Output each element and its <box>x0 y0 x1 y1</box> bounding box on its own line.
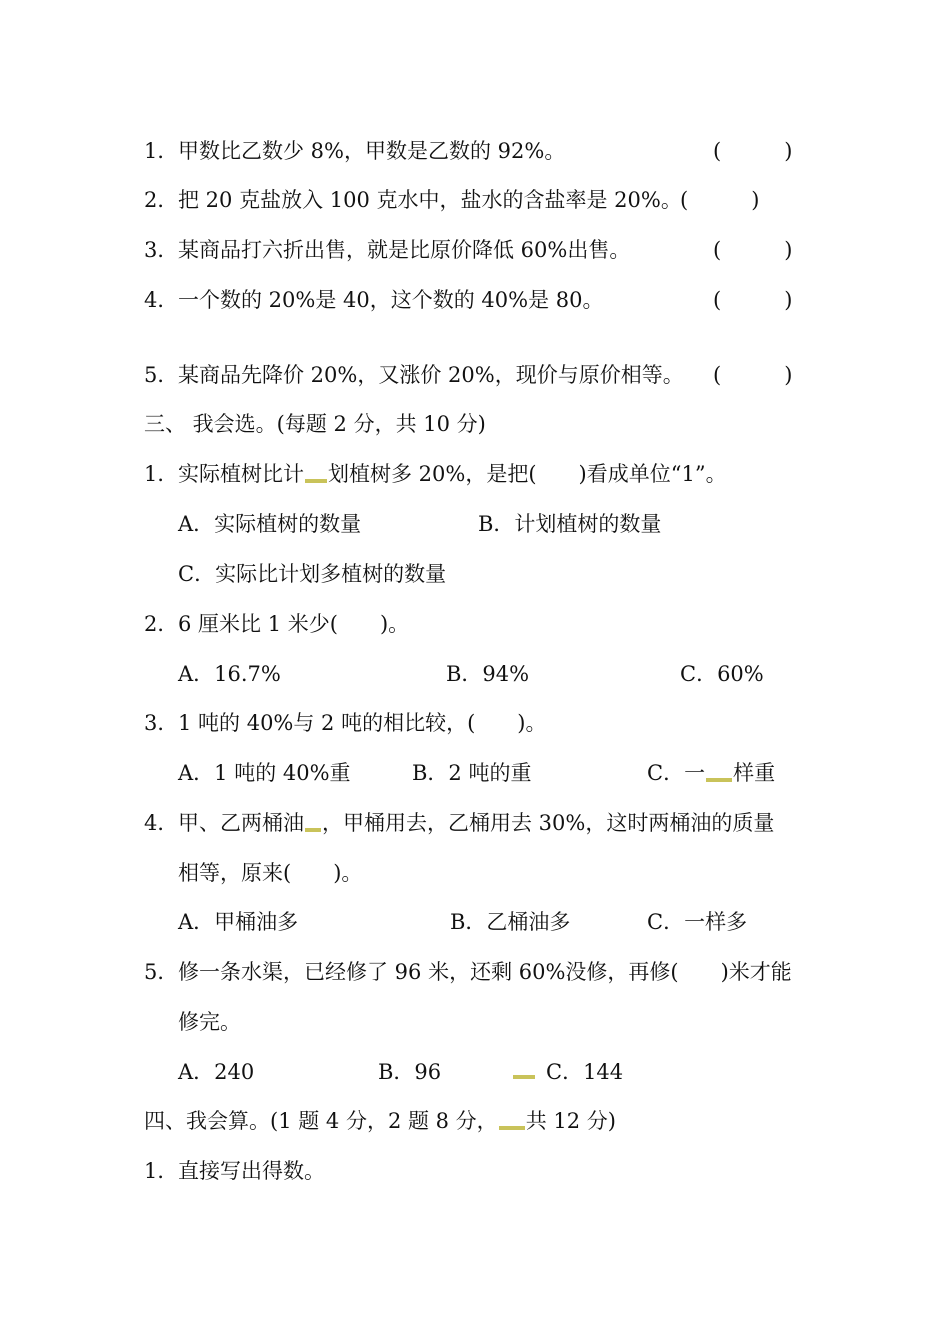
option-b[interactable]: B．96 <box>378 1060 442 1084</box>
highlight-mark <box>305 828 321 832</box>
item-number: 5． <box>144 363 179 387</box>
choice-question-4 <box>144 809 774 837</box>
item-number: 4． <box>144 811 179 835</box>
section-title-3: 三、 我会选。(每题 2 分，共 10 分) <box>144 412 486 436</box>
item-number: 3． <box>144 711 179 735</box>
item-text: 把 20 克盐放入 100 克水中，盐水的含盐率是 20%。 <box>178 188 682 212</box>
highlight-mark <box>513 1075 535 1079</box>
answer-parentheses[interactable]: ( ) <box>680 188 760 212</box>
section-title-text: 四、我会算。(1 题 4 分，2 题 8 分， <box>144 1109 498 1133</box>
option-a[interactable]: A．240 <box>178 1060 255 1084</box>
choice-question-2 <box>144 610 409 638</box>
calc-question-1 <box>144 1157 325 1185</box>
item-number: 2． <box>144 612 179 636</box>
question-continuation: 修完。 <box>178 1010 241 1034</box>
judge-item-4 <box>144 286 604 314</box>
option-c[interactable]: C．144 <box>546 1060 624 1084</box>
answer-parentheses[interactable]: ( ) <box>713 288 793 312</box>
highlight-mark <box>305 479 327 483</box>
answer-parentheses[interactable]: ( ) <box>713 238 793 262</box>
question-text: 6 厘米比 1 米少( )。 <box>178 612 410 636</box>
highlight-mark <box>706 778 732 782</box>
option-a[interactable]: A．甲桶油多 <box>178 910 299 934</box>
option-c[interactable]: C．实际比计划多植树的数量 <box>178 562 447 586</box>
option-c[interactable]: C．一样多 <box>647 910 748 934</box>
judge-item-1 <box>144 137 565 165</box>
choice-question-1 <box>144 460 727 488</box>
answer-parentheses[interactable]: ( ) <box>713 363 793 387</box>
question-text: 修一条水渠，已经修了 96 米，还剩 60%没修，再修( )米才能 <box>178 960 792 984</box>
choice-question-3 <box>144 709 546 737</box>
option-text: C．一 <box>647 761 706 785</box>
item-number: 3． <box>144 238 179 262</box>
option-a[interactable]: A．1 吨的 40%重 <box>178 761 351 785</box>
question-text: 1 吨的 40%与 2 吨的相比较，( )。 <box>178 711 547 735</box>
item-number: 1． <box>144 462 179 486</box>
question-text: 甲、乙两桶油 <box>178 811 304 835</box>
item-number: 5． <box>144 960 179 984</box>
option-c[interactable] <box>647 759 775 787</box>
judge-item-5 <box>144 361 684 389</box>
judge-item-2 <box>144 186 682 214</box>
item-number: 1． <box>144 139 179 163</box>
option-b[interactable]: B．94% <box>446 662 530 686</box>
section-title-text: 共 12 分) <box>525 1109 616 1133</box>
question-text: 实际植树比计 <box>178 462 304 486</box>
item-text: 某商品先降价 20%，又涨价 20%，现价与原价相等。 <box>178 363 684 387</box>
option-text: 样重 <box>733 761 776 785</box>
highlight-mark <box>499 1126 525 1130</box>
section-title-4 <box>144 1107 616 1135</box>
item-number: 1． <box>144 1159 179 1183</box>
question-text: ，甲桶用去，乙桶用去 30%，这时两桶油的质量 <box>322 811 775 835</box>
option-b[interactable]: B．乙桶油多 <box>450 910 571 934</box>
question-continuation: 相等，原来( )。 <box>178 861 363 885</box>
question-text: 划植树多 20%，是把( )看成单位“1”。 <box>328 462 727 486</box>
question-text: 直接写出得数。 <box>178 1159 325 1183</box>
item-number: 4． <box>144 288 179 312</box>
option-a[interactable]: A．16.7% <box>178 662 281 686</box>
judge-item-3 <box>144 236 630 264</box>
item-text: 一个数的 20%是 40，这个数的 40%是 80。 <box>178 288 604 312</box>
option-b[interactable]: B．计划植树的数量 <box>478 512 662 536</box>
choice-question-5 <box>144 958 792 986</box>
option-b[interactable]: B．2 吨的重 <box>412 761 532 785</box>
option-c[interactable]: C．60% <box>680 662 764 686</box>
answer-parentheses[interactable]: ( ) <box>713 139 793 163</box>
item-text: 甲数比乙数少 8%，甲数是乙数的 92%。 <box>178 139 566 163</box>
item-text: 某商品打六折出售，就是比原价降低 60%出售。 <box>178 238 631 262</box>
option-a[interactable]: A．实际植树的数量 <box>178 512 362 536</box>
item-number: 2． <box>144 188 179 212</box>
